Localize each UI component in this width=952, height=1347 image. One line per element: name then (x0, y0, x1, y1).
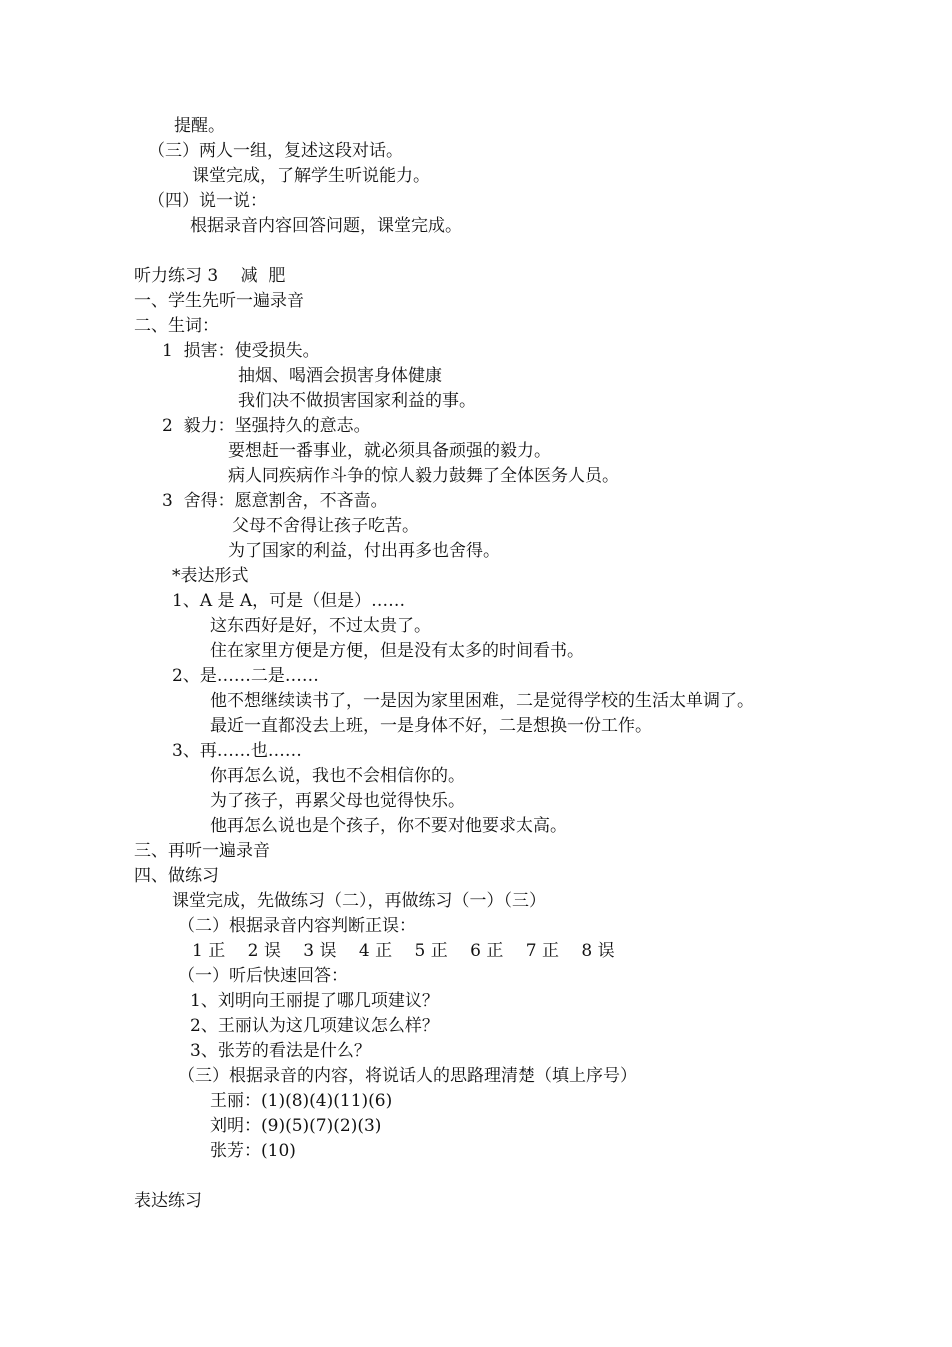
text-line: （三）两人一组，复述这段对话。 (148, 141, 403, 161)
example-line: 他再怎么说也是个孩子，你不要对他要求太高。 (210, 816, 567, 836)
text-line: 根据录音内容回答问题，课堂完成。 (190, 216, 462, 236)
answer-line: 王丽：(1)(8)(4)(11)(6) (210, 1091, 393, 1111)
text-line: （四）说一说： (148, 191, 267, 211)
pattern-title: 2、是……二是…… (172, 666, 319, 686)
example-line: 要想赶一番事业，就必须具备顽强的毅力。 (228, 441, 551, 461)
answer-line: 张芳：(10) (210, 1141, 296, 1161)
exercise-title: （二）根据录音内容判断正误： (178, 916, 416, 936)
heading: 三、再听一遍录音 (134, 841, 270, 861)
text-line: 课堂完成，先做练习（二），再做练习（一）（三） (172, 891, 546, 911)
example-line: 为了孩子，再累父母也觉得快乐。 (210, 791, 465, 811)
exercise-title: （一）听后快速回答： (178, 966, 348, 986)
answer-key: 1 正 2 误 3 误 4 正 5 正 6 正 7 正 8 误 (192, 941, 615, 961)
pattern-title: 3、再……也…… (172, 741, 302, 761)
example-line: 你再怎么说，我也不会相信你的。 (210, 766, 465, 786)
example-line: 我们决不做损害国家利益的事。 (238, 391, 476, 411)
question-item: 3、张芳的看法是什么？ (190, 1041, 371, 1061)
heading: 二、生词： (134, 316, 219, 336)
section-title: 听力练习 3 减 肥 (134, 266, 286, 286)
heading: 一、学生先听一遍录音 (134, 291, 304, 311)
vocab-entry: 3 舍得：愿意割舍，不吝啬。 (162, 491, 388, 511)
example-line: 这东西好是好，不过太贵了。 (210, 616, 431, 636)
heading: 四、做练习 (134, 866, 219, 886)
question-item: 2、王丽认为这几项建议怎么样？ (190, 1016, 439, 1036)
vocab-entry: 1 损害：使受损失。 (162, 341, 320, 361)
vocab-entry: 2 毅力：坚强持久的意志。 (162, 416, 371, 436)
example-line: 抽烟、喝酒会损害身体健康 (238, 366, 442, 386)
answer-line: 刘明：(9)(5)(7)(2)(3) (210, 1116, 382, 1136)
example-line: 住在家里方便是方便，但是没有太多的时间看书。 (210, 641, 584, 661)
subheading: *表达形式 (172, 566, 249, 586)
example-line: 最近一直都没去上班，一是身体不好，二是想换一份工作。 (210, 716, 652, 736)
example-line: 父母不舍得让孩子吃苦。 (232, 516, 419, 536)
text-line: 课堂完成，了解学生听说能力。 (192, 166, 430, 186)
example-line: 病人同疾病作斗争的惊人毅力鼓舞了全体医务人员。 (228, 466, 619, 486)
exercise-title: （三）根据录音的内容，将说话人的思路理清楚（填上序号） (178, 1066, 637, 1086)
example-line: 他不想继续读书了，一是因为家里困难，二是觉得学校的生活太单调了。 (210, 691, 754, 711)
example-line: 为了国家的利益，付出再多也舍得。 (228, 541, 500, 561)
text-line: 提醒。 (174, 116, 225, 136)
section-title: 表达练习 (134, 1191, 202, 1211)
pattern-title: 1、A 是 A，可是（但是）…… (172, 591, 406, 611)
question-item: 1、刘明向王丽提了哪几项建议？ (190, 991, 439, 1011)
